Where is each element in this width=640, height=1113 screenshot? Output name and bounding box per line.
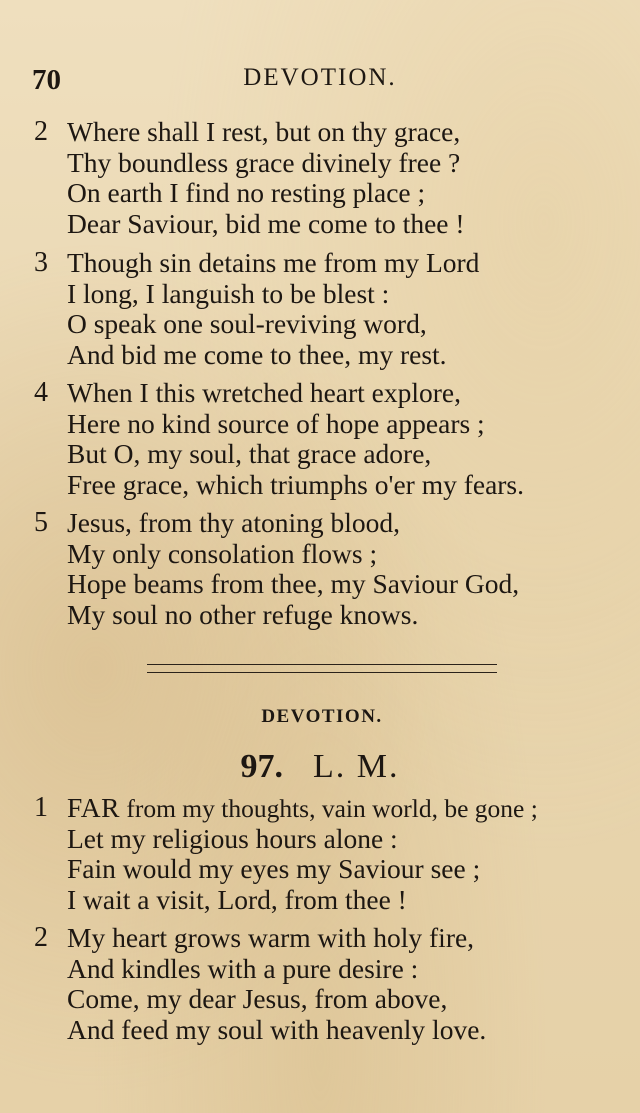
stanza-number: 3: [34, 247, 48, 278]
verse-line: My only consolation flows ;: [67, 537, 378, 569]
section-title: DEVOTION.: [261, 706, 383, 727]
opening-word: FAR: [67, 792, 120, 823]
verse-line: Free grace, which triumphs o'er my fears.: [67, 468, 525, 500]
divider-rule-top: [147, 664, 497, 665]
verse-line: Fain would my eyes my Saviour see ;: [67, 853, 481, 884]
verse-line: Thy boundless grace divinely free ?: [67, 146, 461, 178]
stanza-number: 1: [34, 792, 48, 823]
opening-line-rest: from my thoughts, vain world, be gone ;: [119, 794, 538, 823]
stanza-number: 4: [34, 377, 48, 408]
verse-line: And kindles with a pure desire :: [67, 952, 419, 984]
stanza-number: 2: [34, 116, 48, 147]
verse-line: When I this wretched heart explore,: [67, 377, 461, 408]
verse-line: Hope beams from thee, my Saviour God,: [67, 568, 520, 599]
verse-line: O speak one soul-reviving word,: [67, 308, 427, 339]
verse-line: My soul no other refuge knows.: [67, 598, 419, 630]
page-number: 70: [32, 64, 61, 96]
hymn-meter: L. M.: [313, 748, 400, 785]
stanza-number: 2: [34, 922, 48, 953]
verse-line: I long, I languish to be blest :: [67, 277, 390, 309]
verse-line: Dear Saviour, bid me come to thee !: [67, 207, 465, 239]
verse-line: And feed my soul with heavenly love.: [67, 1013, 487, 1045]
verse-line: Where shall I rest, but on thy grace,: [67, 116, 461, 147]
verse-line: I wait a visit, Lord, from thee !: [67, 883, 407, 915]
divider-rule-bottom: [147, 672, 497, 673]
verse-line: Let my religious hours alone :: [67, 822, 398, 854]
hymn-number: 97.: [240, 748, 283, 785]
page-header: [0, 58, 640, 102]
verse-line: Here no kind source of hope appears ;: [67, 407, 485, 439]
verse-line: But O, my soul, that grace adore,: [67, 438, 432, 469]
verse-line: [67, 793, 538, 825]
running-title: DEVOTION.: [243, 64, 397, 91]
verse-line: Come, my dear Jesus, from above,: [67, 983, 448, 1014]
verse-line: My heart grows warm with holy fire,: [67, 922, 475, 953]
verse-line: On earth I find no resting place ;: [67, 177, 426, 208]
verse-line: Jesus, from thy atoning blood,: [67, 507, 401, 538]
hymn-heading: [0, 748, 640, 786]
verse-line: And bid me come to thee, my rest.: [67, 338, 447, 370]
stanza-number: 5: [34, 507, 48, 538]
verse-line: Though sin detains me from my Lord: [67, 247, 480, 278]
